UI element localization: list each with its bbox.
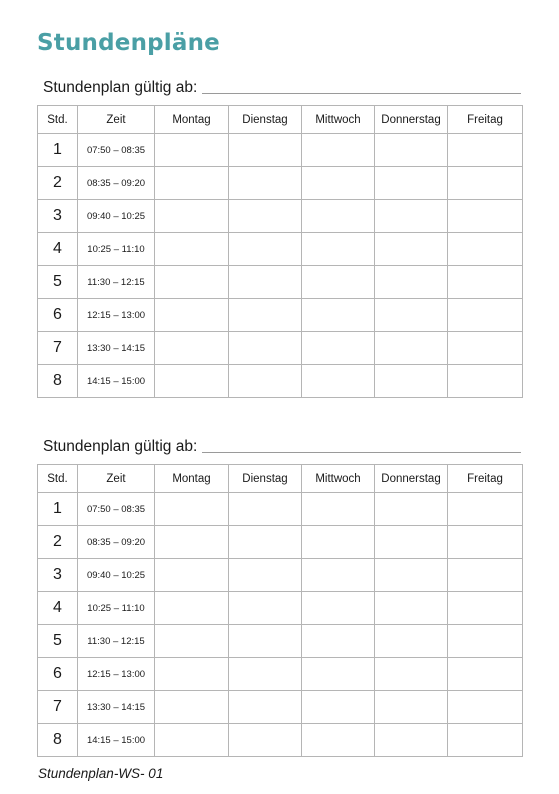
valid-from-label: Stundenplan gültig ab: <box>43 438 198 455</box>
valid-from-blank[interactable] <box>202 452 521 453</box>
cell-dienstag[interactable] <box>229 658 302 691</box>
lesson-time: 07:50 – 08:35 <box>78 134 155 167</box>
cell-freitag[interactable] <box>448 691 523 724</box>
col-header-dienstag: Dienstag <box>229 465 302 493</box>
lesson-time: 10:25 – 11:10 <box>78 592 155 625</box>
lesson-number: 3 <box>38 559 78 592</box>
header-row <box>38 465 523 493</box>
cell-montag[interactable] <box>155 134 229 167</box>
col-header-std: Std. <box>38 106 78 134</box>
cell-mittwoch[interactable] <box>302 167 375 200</box>
col-header-donnerstag: Donnerstag <box>375 106 448 134</box>
cell-freitag[interactable] <box>448 233 523 266</box>
lesson-time: 11:30 – 12:15 <box>78 266 155 299</box>
cell-donnerstag[interactable] <box>375 493 448 526</box>
cell-donnerstag[interactable] <box>375 134 448 167</box>
cell-montag[interactable] <box>155 592 229 625</box>
lesson-time: 13:30 – 14:15 <box>78 332 155 365</box>
cell-mittwoch[interactable] <box>302 526 375 559</box>
lesson-time: 12:15 – 13:00 <box>78 658 155 691</box>
lesson-number: 7 <box>38 691 78 724</box>
cell-dienstag[interactable] <box>229 200 302 233</box>
cell-freitag[interactable] <box>448 493 523 526</box>
lesson-number: 4 <box>38 592 78 625</box>
cell-donnerstag[interactable] <box>375 200 448 233</box>
table-row <box>38 266 523 299</box>
cell-dienstag[interactable] <box>229 167 302 200</box>
col-header-zeit: Zeit <box>78 465 155 493</box>
page-title: Stundenpläne <box>37 30 220 56</box>
cell-dienstag[interactable] <box>229 266 302 299</box>
cell-dienstag[interactable] <box>229 625 302 658</box>
cell-dienstag[interactable] <box>229 233 302 266</box>
table-row <box>38 658 523 691</box>
cell-freitag[interactable] <box>448 167 523 200</box>
cell-donnerstag[interactable] <box>375 233 448 266</box>
lesson-number: 8 <box>38 724 78 757</box>
lesson-number: 4 <box>38 233 78 266</box>
cell-donnerstag[interactable] <box>375 266 448 299</box>
cell-freitag[interactable] <box>448 365 523 398</box>
cell-freitag[interactable] <box>448 658 523 691</box>
cell-montag[interactable] <box>155 233 229 266</box>
lesson-number: 3 <box>38 200 78 233</box>
cell-dienstag[interactable] <box>229 724 302 757</box>
cell-freitag[interactable] <box>448 526 523 559</box>
lesson-time: 13:30 – 14:15 <box>78 691 155 724</box>
valid-from-label: Stundenplan gültig ab: <box>43 79 198 96</box>
table-row <box>38 233 523 266</box>
valid-from-line-1 <box>43 75 521 97</box>
cell-dienstag[interactable] <box>229 592 302 625</box>
document-id: Stundenplan-WS- 01 <box>38 766 164 781</box>
cell-donnerstag[interactable] <box>375 625 448 658</box>
cell-mittwoch[interactable] <box>302 724 375 757</box>
cell-freitag[interactable] <box>448 625 523 658</box>
cell-mittwoch[interactable] <box>302 559 375 592</box>
cell-montag[interactable] <box>155 493 229 526</box>
cell-freitag[interactable] <box>448 200 523 233</box>
cell-montag[interactable] <box>155 266 229 299</box>
col-header-std: Std. <box>38 465 78 493</box>
cell-donnerstag[interactable] <box>375 299 448 332</box>
cell-donnerstag[interactable] <box>375 592 448 625</box>
cell-freitag[interactable] <box>448 332 523 365</box>
cell-montag[interactable] <box>155 365 229 398</box>
cell-montag[interactable] <box>155 332 229 365</box>
lesson-time: 09:40 – 10:25 <box>78 559 155 592</box>
cell-mittwoch[interactable] <box>302 691 375 724</box>
cell-dienstag[interactable] <box>229 299 302 332</box>
cell-mittwoch[interactable] <box>302 134 375 167</box>
cell-donnerstag[interactable] <box>375 365 448 398</box>
lesson-time: 08:35 – 09:20 <box>78 526 155 559</box>
cell-mittwoch[interactable] <box>302 365 375 398</box>
cell-mittwoch[interactable] <box>302 332 375 365</box>
cell-montag[interactable] <box>155 526 229 559</box>
valid-from-blank[interactable] <box>202 93 521 94</box>
lesson-time: 11:30 – 12:15 <box>78 625 155 658</box>
lesson-number: 5 <box>38 266 78 299</box>
col-header-mittwoch: Mittwoch <box>302 465 375 493</box>
cell-donnerstag[interactable] <box>375 658 448 691</box>
cell-montag[interactable] <box>155 625 229 658</box>
col-header-zeit: Zeit <box>78 106 155 134</box>
schedule-table-2 <box>37 464 523 757</box>
table-row <box>38 299 523 332</box>
lesson-time: 14:15 – 15:00 <box>78 365 155 398</box>
table-row <box>38 592 523 625</box>
lesson-number: 6 <box>38 658 78 691</box>
cell-dienstag[interactable] <box>229 493 302 526</box>
lesson-number: 1 <box>38 493 78 526</box>
lesson-number: 1 <box>38 134 78 167</box>
cell-mittwoch[interactable] <box>302 266 375 299</box>
cell-dienstag[interactable] <box>229 691 302 724</box>
lesson-time: 14:15 – 15:00 <box>78 724 155 757</box>
cell-mittwoch[interactable] <box>302 658 375 691</box>
header-row <box>38 106 523 134</box>
table-row <box>38 559 523 592</box>
table-row <box>38 625 523 658</box>
cell-montag[interactable] <box>155 167 229 200</box>
cell-mittwoch[interactable] <box>302 233 375 266</box>
col-header-montag: Montag <box>155 465 229 493</box>
cell-mittwoch[interactable] <box>302 592 375 625</box>
cell-freitag[interactable] <box>448 592 523 625</box>
cell-donnerstag[interactable] <box>375 559 448 592</box>
cell-dienstag[interactable] <box>229 332 302 365</box>
col-header-donnerstag: Donnerstag <box>375 465 448 493</box>
cell-mittwoch[interactable] <box>302 493 375 526</box>
table-row <box>38 200 523 233</box>
cell-dienstag[interactable] <box>229 365 302 398</box>
schedule-table-1 <box>37 105 523 398</box>
lesson-number: 5 <box>38 625 78 658</box>
lesson-time: 08:35 – 09:20 <box>78 167 155 200</box>
col-header-mittwoch: Mittwoch <box>302 106 375 134</box>
lesson-number: 8 <box>38 365 78 398</box>
lesson-time: 10:25 – 11:10 <box>78 233 155 266</box>
lesson-number: 2 <box>38 526 78 559</box>
table-row <box>38 724 523 757</box>
valid-from-line-2 <box>43 434 521 456</box>
lesson-time: 07:50 – 08:35 <box>78 493 155 526</box>
table-row <box>38 493 523 526</box>
cell-mittwoch[interactable] <box>302 299 375 332</box>
table-row <box>38 526 523 559</box>
cell-mittwoch[interactable] <box>302 200 375 233</box>
lesson-number: 6 <box>38 299 78 332</box>
col-header-dienstag: Dienstag <box>229 106 302 134</box>
cell-montag[interactable] <box>155 691 229 724</box>
col-header-freitag: Freitag <box>448 106 523 134</box>
table-row <box>38 691 523 724</box>
cell-donnerstag[interactable] <box>375 526 448 559</box>
cell-montag[interactable] <box>155 559 229 592</box>
lesson-number: 2 <box>38 167 78 200</box>
cell-dienstag[interactable] <box>229 559 302 592</box>
cell-montag[interactable] <box>155 200 229 233</box>
col-header-montag: Montag <box>155 106 229 134</box>
col-header-freitag: Freitag <box>448 465 523 493</box>
lesson-time: 12:15 – 13:00 <box>78 299 155 332</box>
cell-dienstag[interactable] <box>229 134 302 167</box>
cell-freitag[interactable] <box>448 724 523 757</box>
cell-donnerstag[interactable] <box>375 167 448 200</box>
cell-donnerstag[interactable] <box>375 724 448 757</box>
cell-montag[interactable] <box>155 724 229 757</box>
lesson-time: 09:40 – 10:25 <box>78 200 155 233</box>
table-row <box>38 134 523 167</box>
cell-freitag[interactable] <box>448 559 523 592</box>
lesson-number: 7 <box>38 332 78 365</box>
cell-freitag[interactable] <box>448 299 523 332</box>
cell-donnerstag[interactable] <box>375 332 448 365</box>
cell-donnerstag[interactable] <box>375 691 448 724</box>
cell-freitag[interactable] <box>448 266 523 299</box>
table-row <box>38 332 523 365</box>
cell-dienstag[interactable] <box>229 526 302 559</box>
cell-freitag[interactable] <box>448 134 523 167</box>
cell-mittwoch[interactable] <box>302 625 375 658</box>
table-row <box>38 167 523 200</box>
cell-montag[interactable] <box>155 299 229 332</box>
cell-montag[interactable] <box>155 658 229 691</box>
table-row <box>38 365 523 398</box>
